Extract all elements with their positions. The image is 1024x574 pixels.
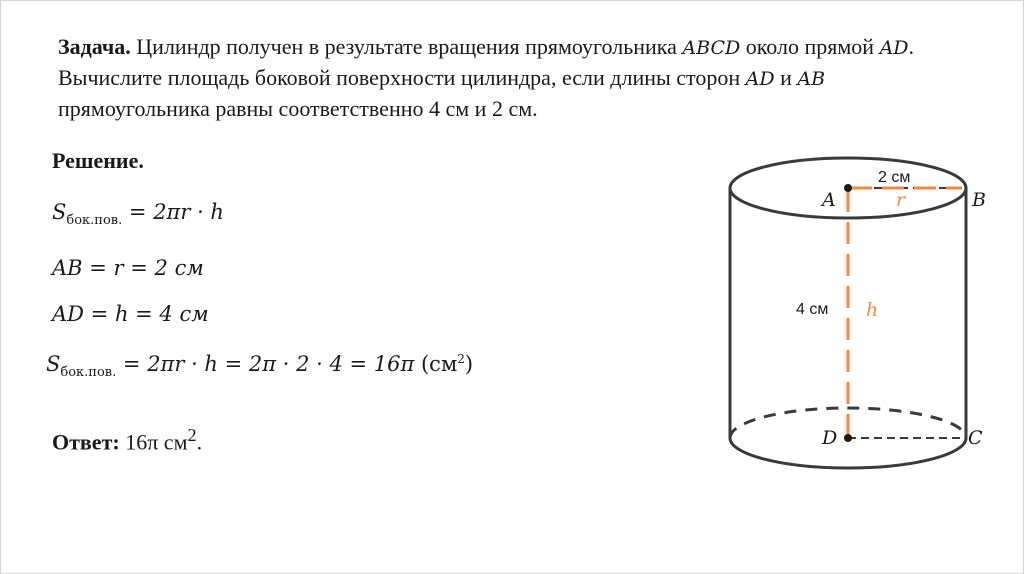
formula-1-s: S (52, 200, 67, 224)
answer (52, 425, 202, 455)
top-length-label: 2 см (878, 169, 911, 186)
side-1-name: AD (745, 68, 775, 90)
label-b: B (972, 189, 986, 211)
side-2-name: AB (797, 68, 826, 90)
formula-1-sub: бок.пов. (66, 213, 123, 229)
radius-label: r (896, 189, 906, 211)
point-d-dot (844, 434, 852, 442)
task-text-1: Цилиндр получен в результате вращения прямоугольника (136, 34, 677, 59)
formula-4-close: ) (464, 352, 474, 376)
task-label: Задача. (58, 34, 131, 59)
formula-2-text: AB = r = 2 см (52, 256, 204, 280)
solution-heading: Решение. (52, 148, 144, 173)
rect-name: ABCD (682, 37, 741, 59)
side-length-label: 4 см (796, 301, 829, 318)
formula-4-rest: = 2πr · h = 2π · 2 · 4 = 16π (116, 352, 415, 376)
formula-4-unit: (см (414, 352, 458, 376)
cylinder-figure (700, 150, 1000, 490)
formula-height (52, 302, 209, 326)
task-text-2: около прямой (745, 34, 875, 59)
formula-4-sub: бок.пов. (60, 365, 117, 381)
task-statement (58, 32, 958, 123)
task-text-3: . Вычислите площадь боковой поверхности цилиндра, если длины сторон (58, 34, 915, 90)
line-name: AD (879, 37, 909, 59)
label-d: D (822, 427, 838, 449)
formula-computation (46, 352, 473, 380)
label-a: A (822, 189, 836, 211)
formula-lateral-area (52, 200, 224, 228)
formula-1-rest: = 2πr · h (122, 200, 224, 224)
formula-radius (52, 256, 204, 280)
answer-label: Ответ: (52, 429, 120, 455)
answer-end: . (196, 429, 203, 455)
answer-sup: 2 (187, 425, 197, 445)
formula-4-sup: 2 (457, 352, 465, 366)
point-a-dot (844, 184, 852, 192)
answer-value: 16π см (119, 429, 188, 455)
label-c: C (968, 427, 983, 449)
task-text-4: и (780, 65, 792, 90)
cylinder-bottom-front (730, 438, 966, 468)
height-label: h (866, 299, 879, 321)
formula-4-s: S (46, 352, 61, 376)
formula-3-text: AD = h = 4 см (52, 302, 209, 326)
task-text-5: прямоугольника равны соответственно 4 см и 2 см. (58, 96, 538, 121)
